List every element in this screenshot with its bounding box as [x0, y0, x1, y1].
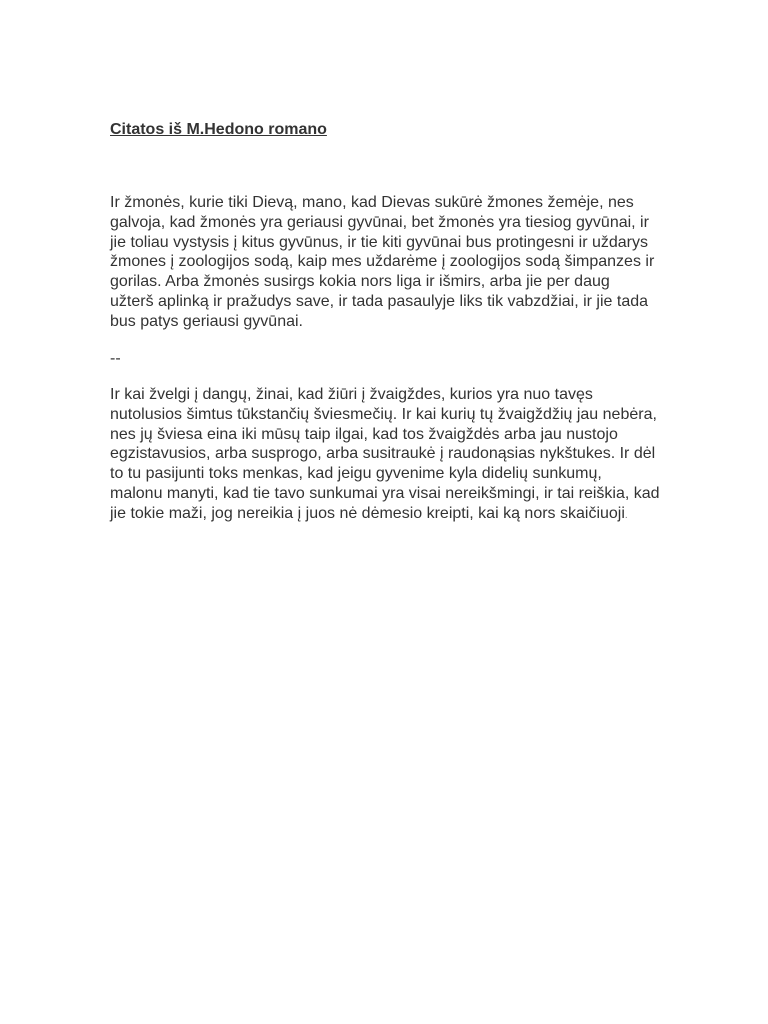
- page-title: Citatos iš M.Hedono romano: [110, 121, 327, 138]
- paragraph-last-line: [110, 504, 700, 526]
- paragraph-line: egzistavusios, arba susprogo, arba susitraukė į raudonąsias nykštukes. Ir dėl: [110, 445, 656, 463]
- paragraph-2: [110, 385, 700, 526]
- paragraph-line: galvoja, kad žmonės yra geriausi gyvūnai, bet žmonės yra tiesiog gyvūnai, ir: [110, 213, 649, 231]
- trailing-mark: .: [624, 509, 628, 521]
- paragraph-line: nes jų šviesa eina iki mūsų taip ilgai, kad tos žvaigždės arba jau nustojo: [110, 425, 618, 443]
- paragraph-line: gorilas. Arba žmonės susirgs kokia nors liga ir išmirs, arba jie per daug: [110, 273, 610, 291]
- paragraph-line: žmones į zoologijos sodą, kaip mes uždarėme į zoologijos sodą šimpanzes ir: [110, 253, 655, 271]
- paragraph-line: Ir žmonės, kurie tiki Dievą, mano, kad Dievas sukūrė žmones žemėje, nes: [110, 194, 634, 211]
- paragraph-line: malonu manyti, kad tie tavo sunkumai yra visai nereikšmingi, ir tai reiškia, kad: [110, 484, 660, 502]
- paragraph-line: to tu pasijunti toks menkas, kad jeigu gyvenime kyla didelių sunkumų,: [110, 465, 602, 483]
- section-separator: --: [110, 350, 121, 367]
- paragraph-line: Ir kai žvelgi į dangų, žinai, kad žiūri į žvaigždes, kurios yra nuo tavęs: [110, 386, 593, 403]
- paragraph-line: bus patys geriausi gyvūnai.: [110, 312, 303, 330]
- paragraph-line: nutolusios šimtus tūkstančių šviesmečių. Ir kai kurių tų žvaigždžių jau nebėra,: [110, 405, 657, 423]
- paragraph-line: jie toliau vystysis į kitus gyvūnus, ir tie kiti gyvūnai bus protingesni ir uždarys: [110, 233, 648, 251]
- paragraph-line: užterš aplinką ir pražudys save, ir tada pasaulyje liks tik vabzdžiai, ir jie tada: [110, 292, 649, 310]
- paragraph-line-text: jie tokie maži, jog nereikia į juos nė dėmesio kreipti, kai ką nors skaičiuoji: [110, 504, 625, 522]
- paragraph-1: [110, 193, 700, 332]
